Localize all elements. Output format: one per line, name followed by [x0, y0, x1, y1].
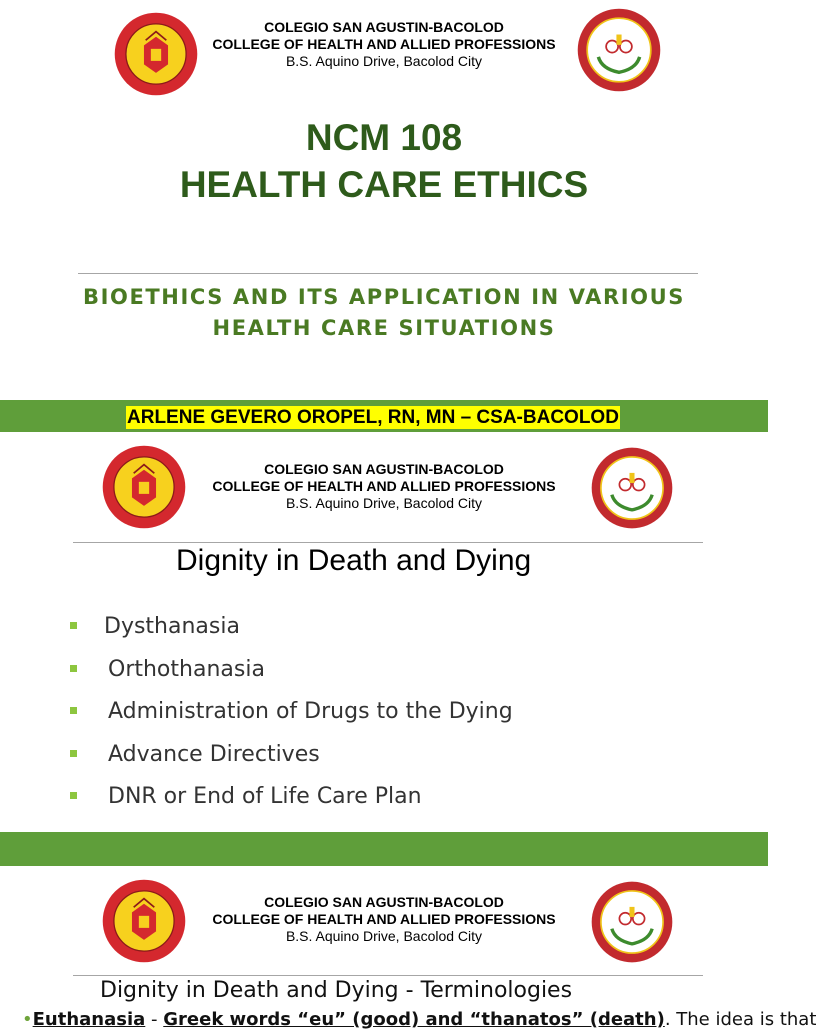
- bullet-square-icon: [70, 622, 77, 629]
- school-name: COLEGIO SAN AGUSTIN-BACOLOD: [264, 19, 504, 35]
- school-address: B.S. Aquino Drive, Bacolod City: [285, 53, 483, 69]
- institution-header: [0, 894, 768, 945]
- term-word: Euthanasia: [32, 1009, 146, 1030]
- college-name: COLLEGE OF HEALTH AND ALLIED PROFESSIONS: [212, 911, 556, 927]
- term-separator: -: [145, 1009, 164, 1030]
- bullet-dot: •: [22, 1009, 33, 1030]
- course-name: HEALTH CARE ETHICS: [179, 164, 589, 205]
- definition-line: [22, 1008, 816, 1032]
- institution-header: [0, 19, 768, 70]
- bullet-square-icon: [70, 750, 77, 757]
- subtitle-line-2: HEALTH CARE SITUATIONS: [212, 316, 556, 340]
- institution-header: [0, 461, 768, 512]
- term-definition: . The idea is that: [664, 1009, 816, 1030]
- bullet-square-icon: [70, 792, 77, 799]
- school-name: COLEGIO SAN AGUSTIN-BACOLOD: [264, 461, 504, 477]
- subtitle-line-1: BIOETHICS AND ITS APPLICATION IN VARIOUS: [82, 285, 686, 309]
- bullet-square-icon: [70, 707, 77, 714]
- school-name: COLEGIO SAN AGUSTIN-BACOLOD: [264, 894, 504, 910]
- course-code: NCM 108: [305, 117, 463, 158]
- divider: [78, 273, 698, 274]
- slide-title: Dignity in Death and Dying: [176, 544, 532, 577]
- slide-title-page: [0, 0, 768, 400]
- bullet-square-icon: [70, 665, 77, 672]
- college-name: COLLEGE OF HEALTH AND ALLIED PROFESSIONS: [212, 36, 556, 52]
- college-name: COLLEGE OF HEALTH AND ALLIED PROFESSIONS: [212, 478, 556, 494]
- slide-title: Dignity in Death and Dying - Terminologies: [100, 978, 573, 1003]
- term-origin: Greek words “eu” (good) and “thanatos” (death): [163, 1009, 665, 1030]
- slide-terminologies: [0, 866, 816, 1030]
- author-credit: ARLENE GEVERO OROPEL, RN, MN – CSA-BACOLOD: [127, 407, 619, 428]
- divider: [73, 975, 703, 976]
- slide-separator-band: [0, 832, 768, 866]
- slide-dignity-topics: COLEGIO SAN AGUSTIN-BACOLOD COLLEGE OF HEALTH AND ALLIED PROFESSIONS B.S. Aquino Drive, Bacolod City Dignity in Death and Dying Dysthanasia Orthothanasia Administration of Drugs to the Dying Advance Directives DNR or End of Life Care Plan: [0, 432, 768, 832]
- school-address: B.S. Aquino Drive, Bacolod City: [285, 495, 483, 511]
- school-address: B.S. Aquino Drive, Bacolod City: [285, 928, 483, 944]
